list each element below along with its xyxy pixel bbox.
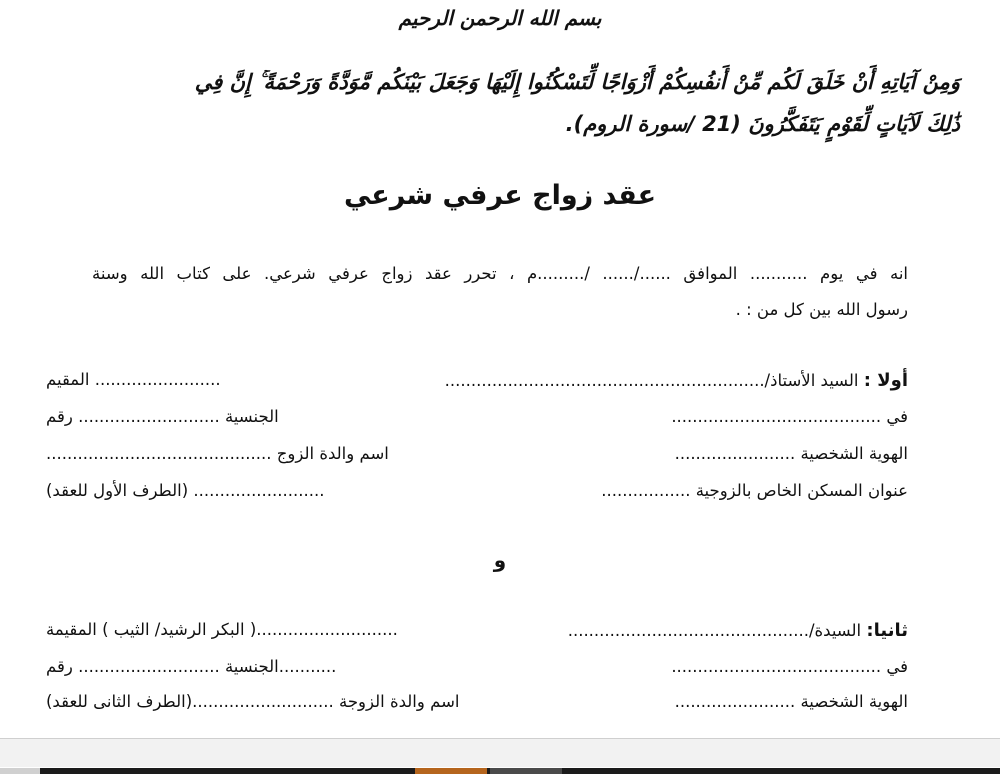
taskbar-start-area[interactable] xyxy=(0,768,40,774)
first-party-name-field xyxy=(445,370,908,391)
first-party-id-field: الهوية الشخصية ....................... xyxy=(674,444,908,463)
taskbar-active-app[interactable] xyxy=(415,768,487,774)
intro-paragraph-line-1: انه في يوم ........... الموافق ....../...... /.........م ، تحرر عقد زواج عرفي شرعي. على كتاب الله وسنة xyxy=(92,264,908,283)
intro-paragraph-line-2: رسول الله بين كل من : . xyxy=(735,300,908,319)
contract-title: عقد زواج عرفي شرعي xyxy=(343,180,657,211)
first-party-address-field: في ........................................ xyxy=(671,407,908,426)
first-party-nationality-field: الجنسية ........................... رقم xyxy=(46,407,279,426)
taskbar-app[interactable] xyxy=(490,768,562,774)
quran-verse-line-1: وَمِنْ آيَاتِهِ أَنْ خَلَقَ لَكُم مِّنْ أَنفُسِكُمْ أَزْوَاجًا لِّتَسْكُنُوا إِلَيْهَا وَجَعَلَ بَيْنَكُم مَّوَدَّةً وَرَحْمَةً ۚ إِنَّ فِي xyxy=(194,70,960,94)
second-party-name-field xyxy=(568,620,908,641)
viewer-bottom-strip xyxy=(0,738,1000,767)
second-party-mother-name-field: اسم والدة الزوجة ...........................(الطرف الثانى للعقد) xyxy=(46,692,460,711)
conjunction-and: و xyxy=(493,548,507,572)
quran-verse-line-2: ذَٰلِكَ لَآيَاتٍ لِّقَوْمٍ يَتَفَكَّرُونَ (21 /سورة الروم). xyxy=(565,112,960,136)
first-party-row-2 xyxy=(46,407,908,426)
first-party-row-1 xyxy=(46,370,908,391)
second-party-row-2 xyxy=(46,657,908,676)
second-party-address-field: في ........................................ xyxy=(671,657,908,676)
basmala-heading: بسم الله الرحمن الرحيم xyxy=(398,6,602,30)
first-party-mother-name-field: اسم والدة الزوج ........................................... xyxy=(46,444,389,463)
first-party-designation: ......................... (الطرف الأول للعقد) xyxy=(46,481,325,500)
second-party-id-field: الهوية الشخصية ....................... xyxy=(674,692,908,711)
second-party-name-label: السيدة/.............................................. xyxy=(567,621,862,640)
marital-home-address-field: عنوان المسكن الخاص بالزوجية ................. xyxy=(601,481,908,500)
first-party-name-label: السيد الأستاذ/............................................................. xyxy=(444,371,859,390)
first-party-row-3 xyxy=(46,444,908,463)
second-party-row-1 xyxy=(46,620,908,641)
first-party-heading: أولا : xyxy=(863,370,908,391)
first-party-residence-label: ........................ المقيم xyxy=(46,370,221,389)
second-party-row-3 xyxy=(46,692,908,711)
second-party-heading: ثانيا: xyxy=(866,620,908,641)
second-party-nationality-field: ...........الجنسية ........................... رقم xyxy=(46,657,337,676)
second-party-status-field: ...........................( البكر الرشيد/ الثيب ) المقيمة xyxy=(46,620,398,639)
first-party-row-4 xyxy=(46,481,908,500)
